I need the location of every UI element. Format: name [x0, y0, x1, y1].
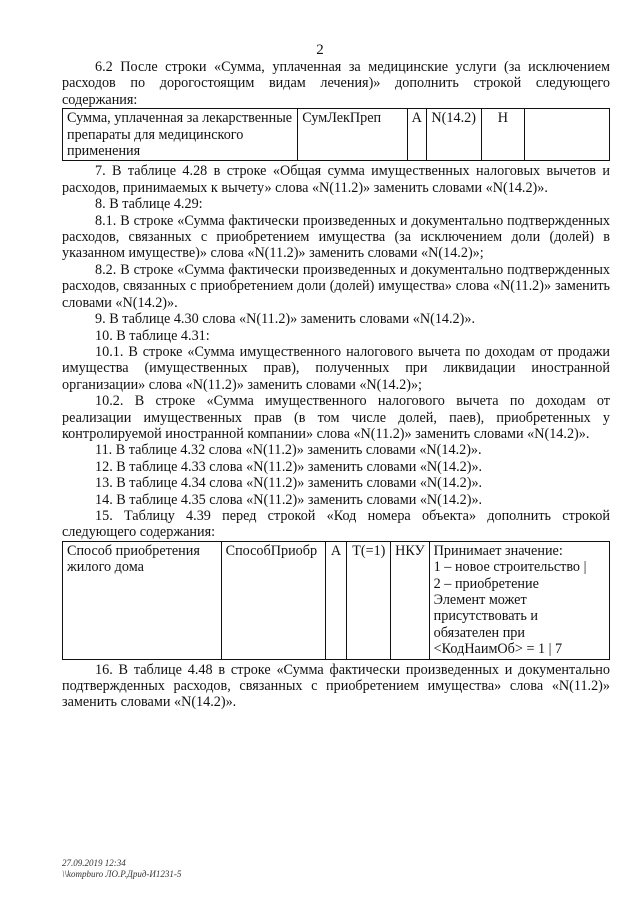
paragraph-7: 7. В таблице 4.28 в строке «Общая сумма имущественных налоговых вычетов и расходов, принимаемых к вычету» слова «N(11.2)» заменить словами «N(14.2)».	[62, 163, 610, 196]
info-line: 2 – приобретение	[433, 575, 539, 592]
paragraph-14: 14. В таблице 4.35 слова «N(11.2)» заменить словами «N(14.2)».	[95, 491, 483, 508]
page-number: 2	[316, 42, 324, 58]
paragraph-6-2: 6.2 После строки «Сумма, уплаченная за медицинские услуги (за исключением расходов по дорогостоящим видам лечения)» дополнить строкой следующего содержания:	[62, 59, 610, 108]
paragraph-9: 9. В таблице 4.30 слова «N(11.2)» заменить словами «N(14.2)».	[95, 311, 476, 328]
info-line: 1 – новое строительство |	[433, 559, 587, 576]
cell-format: Т(=1)	[347, 541, 391, 659]
table-sum-medicines	[62, 108, 610, 161]
cell-attribute: А	[407, 109, 426, 161]
paragraph-11: 11. В таблице 4.32 слова «N(11.2)» заменить словами «N(14.2)».	[95, 442, 482, 459]
paragraph-16: 16. В таблице 4.48 в строке «Сумма фактически произведенных и документально подтвержденных расходов, связанных с приобретением имущества» слова «N(11.2)» заменить словами «N(14.2)».	[62, 661, 610, 711]
cell-format: N(14.2)	[426, 109, 481, 161]
cell-element-name: СумЛекПреп	[298, 109, 407, 161]
paragraph-15: 15. Таблицу 4.39 перед строкой «Код номера объекта» дополнить строкой следующего содержания:	[62, 507, 610, 541]
paragraph-10-2: 10.2. В строке «Сумма имущественного налогового вычета по доходам от реализации имущественных прав (в том числе долей, паев), приобретенных у контролируемой иностранной компании» слова «N(11.2)» заменить словами «N(14.2)».	[62, 393, 610, 442]
table-acquisition-method	[62, 541, 610, 660]
paragraph-10: 10. В таблице 4.31:	[95, 327, 210, 344]
table-row	[63, 541, 610, 659]
footer-stamp	[62, 858, 181, 880]
paragraph-10-1: 10.1. В строке «Сумма имущественного налогового вычета по доходам от продажи имущества (имущественных прав), полученных при ликвидации иностранной организации» слова «N(11.2)» заменить словами «N(14.2)»;	[62, 343, 610, 393]
info-line: Принимает значение:	[433, 542, 563, 559]
paragraph-8-1: 8.1. В строке «Сумма фактически произведенных и документально подтвержденных расходов, связанных с приобретением имущества (за исключением доли (долей) в указанном имуществе)» слова «N(11.2)» заменить словами «N(14.2)»;	[62, 212, 610, 262]
info-line: Элемент может присутствовать и обязателен при <КодНаимОб> = 1 | 7	[433, 592, 563, 658]
footer-path: \\kompburo ЛО.Р.Дрид-И1231-5	[62, 869, 182, 879]
cell-required: НКУ	[391, 541, 429, 659]
cell-element-name: СпособПриобр	[221, 541, 325, 659]
document-body	[62, 59, 610, 711]
cell-required: Н	[481, 109, 525, 161]
paragraph-8: 8. В таблице 4.29:	[95, 196, 203, 213]
cell-attribute: А	[325, 541, 347, 659]
footer-date: 27.09.2019 12:34	[62, 858, 126, 868]
cell-description: Сумма, уплаченная за лекарственные препараты для медицинского применения	[63, 109, 298, 161]
cell-additional-info	[429, 541, 609, 659]
cell-description: Способ приобретения жилого дома	[63, 541, 222, 659]
paragraph-12: 12. В таблице 4.33 слова «N(11.2)» заменить словами «N(14.2)».	[95, 458, 483, 475]
paragraph-8-2: 8.2. В строке «Сумма фактически произведенных и документально подтвержденных расходов, связанных с приобретением доли (долей) имущества» слова «N(11.2)» заменить словами «N(14.2)».	[62, 261, 610, 311]
cell-extra	[525, 109, 610, 161]
paragraph-13: 13. В таблице 4.34 слова «N(11.2)» заменить словами «N(14.2)».	[95, 475, 483, 492]
table-row	[63, 109, 610, 161]
